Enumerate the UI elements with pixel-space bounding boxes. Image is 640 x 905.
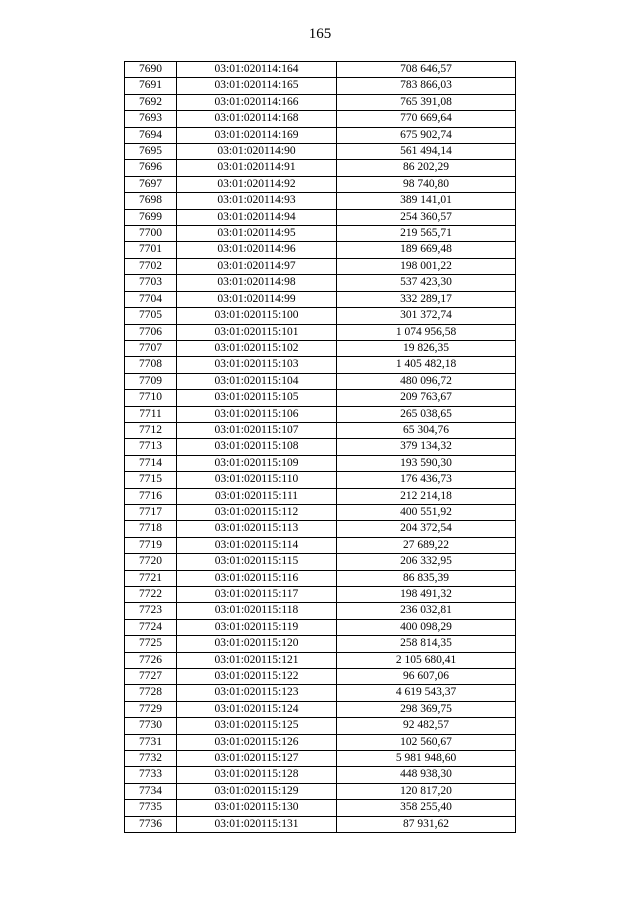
table-row [125, 340, 516, 356]
table-row [125, 160, 516, 176]
table-row [125, 636, 516, 652]
cadastral-value-cell: 204 372,54 [337, 521, 516, 537]
row-number-cell: 7714 [125, 455, 177, 471]
cadastral-value-cell: 298 369,75 [337, 701, 516, 717]
row-number-cell: 7698 [125, 193, 177, 209]
cadastral-number-cell: 03:01:020115:101 [177, 324, 337, 340]
cadastral-number-cell: 03:01:020114:90 [177, 144, 337, 160]
table-row [125, 226, 516, 242]
table-row [125, 127, 516, 143]
cadastral-number-cell: 03:01:020114:96 [177, 242, 337, 258]
table-row [125, 685, 516, 701]
table-row [125, 521, 516, 537]
cadastral-number-cell: 03:01:020115:107 [177, 422, 337, 438]
cadastral-value-cell: 212 214,18 [337, 488, 516, 504]
cadastral-number-cell: 03:01:020115:111 [177, 488, 337, 504]
table-row [125, 767, 516, 783]
row-number-cell: 7715 [125, 472, 177, 488]
cadastral-value-cell: 379 134,32 [337, 439, 516, 455]
cadastral-value-cell: 448 938,30 [337, 767, 516, 783]
table-row [125, 324, 516, 340]
table-row [125, 193, 516, 209]
cadastral-number-cell: 03:01:020115:120 [177, 636, 337, 652]
cadastral-number-cell: 03:01:020114:165 [177, 78, 337, 94]
row-number-cell: 7725 [125, 636, 177, 652]
row-number-cell: 7721 [125, 570, 177, 586]
row-number-cell: 7736 [125, 816, 177, 832]
table-row [125, 652, 516, 668]
cadastral-number-cell: 03:01:020114:99 [177, 291, 337, 307]
table-row [125, 209, 516, 225]
cadastral-number-cell: 03:01:020114:91 [177, 160, 337, 176]
cadastral-value-cell: 708 646,57 [337, 62, 516, 78]
cadastral-value-cell: 783 866,03 [337, 78, 516, 94]
cadastral-number-cell: 03:01:020115:119 [177, 619, 337, 635]
table-row [125, 176, 516, 192]
row-number-cell: 7716 [125, 488, 177, 504]
table-row [125, 78, 516, 94]
cadastral-value-cell: 561 494,14 [337, 144, 516, 160]
table-row [125, 406, 516, 422]
cadastral-number-cell: 03:01:020115:125 [177, 718, 337, 734]
cadastral-number-cell: 03:01:020114:169 [177, 127, 337, 143]
cadastral-value-cell: 389 141,01 [337, 193, 516, 209]
cadastral-value-cell: 4 619 543,37 [337, 685, 516, 701]
table-row [125, 669, 516, 685]
cadastral-value-cell: 765 391,08 [337, 94, 516, 110]
table-row [125, 619, 516, 635]
cadastral-number-cell: 03:01:020115:128 [177, 767, 337, 783]
table-row [125, 701, 516, 717]
table-row [125, 62, 516, 78]
cadastral-value-table [124, 61, 516, 833]
row-number-cell: 7705 [125, 308, 177, 324]
cadastral-number-cell: 03:01:020114:97 [177, 258, 337, 274]
cadastral-value-cell: 86 202,29 [337, 160, 516, 176]
row-number-cell: 7735 [125, 800, 177, 816]
row-number-cell: 7702 [125, 258, 177, 274]
cadastral-value-cell: 537 423,30 [337, 275, 516, 291]
cadastral-value-cell: 27 689,22 [337, 537, 516, 553]
cadastral-number-cell: 03:01:020115:100 [177, 308, 337, 324]
cadastral-value-cell: 480 096,72 [337, 373, 516, 389]
cadastral-number-cell: 03:01:020114:166 [177, 94, 337, 110]
table-row [125, 258, 516, 274]
cadastral-number-cell: 03:01:020115:112 [177, 504, 337, 520]
cadastral-number-cell: 03:01:020115:130 [177, 800, 337, 816]
cadastral-value-cell: 193 590,30 [337, 455, 516, 471]
row-number-cell: 7727 [125, 669, 177, 685]
cadastral-number-cell: 03:01:020115:103 [177, 357, 337, 373]
cadastral-value-cell: 176 436,73 [337, 472, 516, 488]
row-number-cell: 7730 [125, 718, 177, 734]
table-row [125, 734, 516, 750]
table-row [125, 94, 516, 110]
row-number-cell: 7711 [125, 406, 177, 422]
cadastral-value-cell: 400 551,92 [337, 504, 516, 520]
table-row [125, 275, 516, 291]
row-number-cell: 7719 [125, 537, 177, 553]
cadastral-value-cell: 206 332,95 [337, 554, 516, 570]
row-number-cell: 7720 [125, 554, 177, 570]
row-number-cell: 7732 [125, 751, 177, 767]
cadastral-number-cell: 03:01:020115:131 [177, 816, 337, 832]
cadastral-number-cell: 03:01:020115:114 [177, 537, 337, 553]
row-number-cell: 7701 [125, 242, 177, 258]
cadastral-value-cell: 87 931,62 [337, 816, 516, 832]
cadastral-value-cell: 254 360,57 [337, 209, 516, 225]
cadastral-number-cell: 03:01:020114:164 [177, 62, 337, 78]
cadastral-number-cell: 03:01:020115:115 [177, 554, 337, 570]
cadastral-value-cell: 98 740,80 [337, 176, 516, 192]
row-number-cell: 7731 [125, 734, 177, 750]
row-number-cell: 7728 [125, 685, 177, 701]
row-number-cell: 7707 [125, 340, 177, 356]
table-row [125, 111, 516, 127]
table-row [125, 308, 516, 324]
cadastral-value-cell: 400 098,29 [337, 619, 516, 635]
cadastral-number-cell: 03:01:020115:123 [177, 685, 337, 701]
cadastral-number-cell: 03:01:020115:105 [177, 390, 337, 406]
table-row [125, 472, 516, 488]
row-number-cell: 7697 [125, 176, 177, 192]
row-number-cell: 7712 [125, 422, 177, 438]
cadastral-number-cell: 03:01:020115:108 [177, 439, 337, 455]
table-row [125, 373, 516, 389]
row-number-cell: 7726 [125, 652, 177, 668]
table-row [125, 816, 516, 832]
row-number-cell: 7722 [125, 587, 177, 603]
cadastral-number-cell: 03:01:020115:106 [177, 406, 337, 422]
cadastral-number-cell: 03:01:020115:104 [177, 373, 337, 389]
cadastral-number-cell: 03:01:020115:113 [177, 521, 337, 537]
row-number-cell: 7692 [125, 94, 177, 110]
row-number-cell: 7717 [125, 504, 177, 520]
table-row [125, 504, 516, 520]
row-number-cell: 7710 [125, 390, 177, 406]
cadastral-value-cell: 358 255,40 [337, 800, 516, 816]
cadastral-value-cell: 219 565,71 [337, 226, 516, 242]
table-row [125, 603, 516, 619]
table-row [125, 554, 516, 570]
row-number-cell: 7729 [125, 701, 177, 717]
cadastral-number-cell: 03:01:020115:117 [177, 587, 337, 603]
row-number-cell: 7724 [125, 619, 177, 635]
row-number-cell: 7690 [125, 62, 177, 78]
cadastral-value-cell: 236 032,81 [337, 603, 516, 619]
cadastral-value-cell: 19 826,35 [337, 340, 516, 356]
table-row [125, 357, 516, 373]
cadastral-value-cell: 1 074 956,58 [337, 324, 516, 340]
table-row [125, 718, 516, 734]
row-number-cell: 7734 [125, 783, 177, 799]
cadastral-value-cell: 209 763,67 [337, 390, 516, 406]
table-row [125, 390, 516, 406]
cadastral-value-cell: 120 817,20 [337, 783, 516, 799]
cadastral-value-cell: 332 289,17 [337, 291, 516, 307]
cadastral-number-cell: 03:01:020115:122 [177, 669, 337, 685]
table-row [125, 570, 516, 586]
cadastral-value-cell: 5 981 948,60 [337, 751, 516, 767]
row-number-cell: 7733 [125, 767, 177, 783]
cadastral-number-cell: 03:01:020115:121 [177, 652, 337, 668]
table-row [125, 291, 516, 307]
row-number-cell: 7691 [125, 78, 177, 94]
table-row [125, 242, 516, 258]
table-row [125, 422, 516, 438]
row-number-cell: 7695 [125, 144, 177, 160]
cadastral-number-cell: 03:01:020114:93 [177, 193, 337, 209]
cadastral-value-cell: 265 038,65 [337, 406, 516, 422]
table-row [125, 537, 516, 553]
cadastral-value-cell: 198 001,22 [337, 258, 516, 274]
page-number: 165 [308, 26, 332, 42]
row-number-cell: 7708 [125, 357, 177, 373]
cadastral-number-cell: 03:01:020115:110 [177, 472, 337, 488]
table-row [125, 455, 516, 471]
cadastral-value-cell: 770 669,64 [337, 111, 516, 127]
row-number-cell: 7694 [125, 127, 177, 143]
cadastral-number-cell: 03:01:020115:127 [177, 751, 337, 767]
cadastral-number-cell: 03:01:020114:92 [177, 176, 337, 192]
cadastral-value-cell: 675 902,74 [337, 127, 516, 143]
row-number-cell: 7693 [125, 111, 177, 127]
row-number-cell: 7699 [125, 209, 177, 225]
cadastral-value-cell: 102 560,67 [337, 734, 516, 750]
table-row [125, 439, 516, 455]
row-number-cell: 7706 [125, 324, 177, 340]
row-number-cell: 7709 [125, 373, 177, 389]
table-body [125, 62, 516, 833]
cadastral-value-cell: 86 835,39 [337, 570, 516, 586]
row-number-cell: 7700 [125, 226, 177, 242]
cadastral-value-cell: 189 669,48 [337, 242, 516, 258]
cadastral-number-cell: 03:01:020114:168 [177, 111, 337, 127]
cadastral-number-cell: 03:01:020114:95 [177, 226, 337, 242]
cadastral-number-cell: 03:01:020115:109 [177, 455, 337, 471]
cadastral-number-cell: 03:01:020114:94 [177, 209, 337, 225]
table-row [125, 751, 516, 767]
cadastral-value-cell: 96 607,06 [337, 669, 516, 685]
cadastral-number-cell: 03:01:020115:118 [177, 603, 337, 619]
table-row [125, 783, 516, 799]
cadastral-value-cell: 92 482,57 [337, 718, 516, 734]
table-row [125, 587, 516, 603]
row-number-cell: 7696 [125, 160, 177, 176]
cadastral-number-cell: 03:01:020115:126 [177, 734, 337, 750]
table-row [125, 800, 516, 816]
row-number-cell: 7703 [125, 275, 177, 291]
cadastral-number-cell: 03:01:020114:98 [177, 275, 337, 291]
table-row [125, 144, 516, 160]
cadastral-number-cell: 03:01:020115:116 [177, 570, 337, 586]
cadastral-value-cell: 301 372,74 [337, 308, 516, 324]
cadastral-value-cell: 258 814,35 [337, 636, 516, 652]
row-number-cell: 7718 [125, 521, 177, 537]
cadastral-value-cell: 1 405 482,18 [337, 357, 516, 373]
row-number-cell: 7704 [125, 291, 177, 307]
row-number-cell: 7723 [125, 603, 177, 619]
cadastral-value-cell: 198 491,32 [337, 587, 516, 603]
cadastral-number-cell: 03:01:020115:129 [177, 783, 337, 799]
cadastral-value-cell: 2 105 680,41 [337, 652, 516, 668]
table-row [125, 488, 516, 504]
cadastral-value-cell: 65 304,76 [337, 422, 516, 438]
cadastral-number-cell: 03:01:020115:102 [177, 340, 337, 356]
row-number-cell: 7713 [125, 439, 177, 455]
cadastral-number-cell: 03:01:020115:124 [177, 701, 337, 717]
